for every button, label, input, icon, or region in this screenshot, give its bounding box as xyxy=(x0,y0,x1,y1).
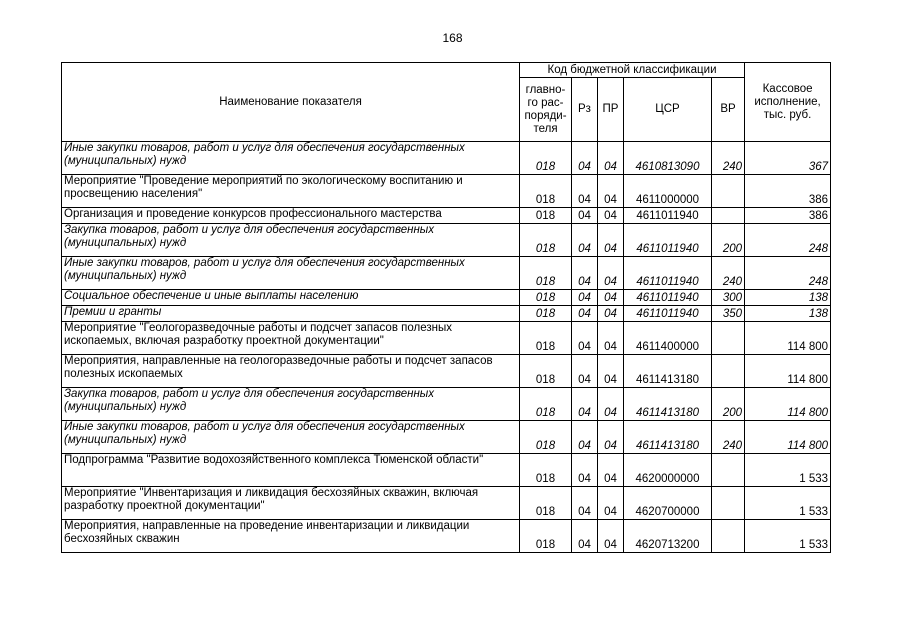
cell-amount: 138 xyxy=(745,306,831,322)
header-vr: ВР xyxy=(712,78,745,142)
cell-amount: 1 533 xyxy=(745,487,831,520)
cell-pr: 04 xyxy=(598,208,624,224)
cell-amount: 386 xyxy=(745,175,831,208)
cell-csr: 4620713200 xyxy=(624,520,712,553)
cell-rz: 04 xyxy=(572,454,598,487)
cell-vr xyxy=(712,355,745,388)
table-row xyxy=(62,322,831,355)
cell-rz: 04 xyxy=(572,142,598,175)
cell-grbs: 018 xyxy=(520,487,572,520)
cell-vr xyxy=(712,208,745,224)
cell-amount: 1 533 xyxy=(745,520,831,553)
cell-pr: 04 xyxy=(598,487,624,520)
cell-name: Иные закупки товаров, работ и услуг для обеспечения государственных (муниципальных) нужд xyxy=(62,142,520,175)
cell-pr: 04 xyxy=(598,257,624,290)
cell-grbs: 018 xyxy=(520,388,572,421)
cell-amount: 114 800 xyxy=(745,388,831,421)
cell-name: Иные закупки товаров, работ и услуг для обеспечения государственных (муниципальных) нужд xyxy=(62,421,520,454)
cell-csr: 4611011940 xyxy=(624,224,712,257)
cell-rz: 04 xyxy=(572,306,598,322)
cell-amount: 114 800 xyxy=(745,355,831,388)
cell-grbs: 018 xyxy=(520,355,572,388)
cell-rz: 04 xyxy=(572,290,598,306)
cell-amount: 248 xyxy=(745,257,831,290)
cell-grbs: 018 xyxy=(520,421,572,454)
cell-pr: 04 xyxy=(598,306,624,322)
cell-vr: 200 xyxy=(712,388,745,421)
cell-vr: 240 xyxy=(712,257,745,290)
table-row xyxy=(62,175,831,208)
cell-name: Подпрограмма "Развитие водохозяйственного комплекса Тюменской области" xyxy=(62,454,520,487)
cell-name: Организация и проведение конкурсов профессионального мастерства xyxy=(62,208,520,224)
cell-csr: 4611011940 xyxy=(624,208,712,224)
cell-csr: 4611413180 xyxy=(624,355,712,388)
cell-vr: 200 xyxy=(712,224,745,257)
cell-vr xyxy=(712,322,745,355)
cell-csr: 4611400000 xyxy=(624,322,712,355)
cell-pr: 04 xyxy=(598,142,624,175)
cell-vr: 350 xyxy=(712,306,745,322)
cell-csr: 4611000000 xyxy=(624,175,712,208)
table-row xyxy=(62,355,831,388)
table-header xyxy=(62,63,831,142)
cell-name: Закупка товаров, работ и услуг для обеспечения государственных (муниципальных) нужд xyxy=(62,388,520,421)
cell-grbs: 018 xyxy=(520,520,572,553)
table-row xyxy=(62,306,831,322)
cell-pr: 04 xyxy=(598,355,624,388)
table-row xyxy=(62,487,831,520)
cell-pr: 04 xyxy=(598,290,624,306)
cell-rz: 04 xyxy=(572,175,598,208)
cell-grbs: 018 xyxy=(520,290,572,306)
table-row xyxy=(62,290,831,306)
cell-rz: 04 xyxy=(572,421,598,454)
cell-amount: 138 xyxy=(745,290,831,306)
cell-csr: 4620700000 xyxy=(624,487,712,520)
header-grbs: главно-го рас-поряди-теля xyxy=(520,78,572,142)
cell-amount: 248 xyxy=(745,224,831,257)
cell-grbs: 018 xyxy=(520,322,572,355)
cell-vr: 300 xyxy=(712,290,745,306)
cell-vr xyxy=(712,520,745,553)
header-amount: Кассовое исполнение, тыс. руб. xyxy=(745,63,831,142)
cell-pr: 04 xyxy=(598,388,624,421)
cell-pr: 04 xyxy=(598,421,624,454)
cell-rz: 04 xyxy=(572,388,598,421)
cell-rz: 04 xyxy=(572,208,598,224)
table-row xyxy=(62,208,831,224)
table-row xyxy=(62,388,831,421)
cell-rz: 04 xyxy=(572,224,598,257)
cell-rz: 04 xyxy=(572,322,598,355)
header-pr: ПР xyxy=(598,78,624,142)
header-code-group: Код бюджетной классификации xyxy=(520,63,745,78)
cell-rz: 04 xyxy=(572,520,598,553)
cell-name: Мероприятие "Инвентаризация и ликвидация бесхозяйных скважин, включая разработку проектной документации" xyxy=(62,487,520,520)
cell-csr: 4610813090 xyxy=(624,142,712,175)
cell-amount: 386 xyxy=(745,208,831,224)
cell-grbs: 018 xyxy=(520,175,572,208)
cell-pr: 04 xyxy=(598,520,624,553)
cell-amount: 114 800 xyxy=(745,322,831,355)
cell-pr: 04 xyxy=(598,224,624,257)
table-row xyxy=(62,454,831,487)
table-row xyxy=(62,421,831,454)
cell-grbs: 018 xyxy=(520,454,572,487)
cell-csr: 4620000000 xyxy=(624,454,712,487)
cell-amount: 367 xyxy=(745,142,831,175)
cell-name: Премии и гранты xyxy=(62,306,520,322)
cell-vr xyxy=(712,454,745,487)
cell-vr xyxy=(712,175,745,208)
cell-csr: 4611413180 xyxy=(624,421,712,454)
budget-table xyxy=(61,62,831,553)
cell-grbs: 018 xyxy=(520,257,572,290)
cell-pr: 04 xyxy=(598,175,624,208)
cell-grbs: 018 xyxy=(520,224,572,257)
cell-amount: 114 800 xyxy=(745,421,831,454)
header-csr: ЦСР xyxy=(624,78,712,142)
page-number: 168 xyxy=(442,31,463,45)
cell-name: Мероприятия, направленные на геологоразведочные работы и подсчет запасов полезных ископаемых xyxy=(62,355,520,388)
cell-rz: 04 xyxy=(572,355,598,388)
cell-csr: 4611011940 xyxy=(624,306,712,322)
table-row xyxy=(62,257,831,290)
cell-grbs: 018 xyxy=(520,142,572,175)
cell-name: Социальное обеспечение и иные выплаты населению xyxy=(62,290,520,306)
cell-csr: 4611413180 xyxy=(624,388,712,421)
cell-csr: 4611011940 xyxy=(624,257,712,290)
table-row xyxy=(62,520,831,553)
table-body xyxy=(62,142,831,553)
table-row xyxy=(62,224,831,257)
cell-name: Закупка товаров, работ и услуг для обеспечения государственных (муниципальных) нужд xyxy=(62,224,520,257)
cell-vr: 240 xyxy=(712,421,745,454)
header-name: Наименование показателя xyxy=(62,63,520,142)
cell-name: Мероприятие "Геологоразведочные работы и подсчет запасов полезных ископаемых, включая разработку проектной документации" xyxy=(62,322,520,355)
cell-pr: 04 xyxy=(598,322,624,355)
cell-vr: 240 xyxy=(712,142,745,175)
cell-csr: 4611011940 xyxy=(624,290,712,306)
cell-name: Мероприятия, направленные на проведение инвентаризации и ликвидации бесхозяйных скважин xyxy=(62,520,520,553)
table-row xyxy=(62,142,831,175)
cell-pr: 04 xyxy=(598,454,624,487)
cell-amount: 1 533 xyxy=(745,454,831,487)
cell-vr xyxy=(712,487,745,520)
cell-rz: 04 xyxy=(572,257,598,290)
cell-grbs: 018 xyxy=(520,306,572,322)
cell-name: Иные закупки товаров, работ и услуг для обеспечения государственных (муниципальных) нужд xyxy=(62,257,520,290)
cell-rz: 04 xyxy=(572,487,598,520)
cell-grbs: 018 xyxy=(520,208,572,224)
cell-name: Мероприятие "Проведение мероприятий по экологическому воспитанию и просвещению населения" xyxy=(62,175,520,208)
header-rz: Рз xyxy=(572,78,598,142)
